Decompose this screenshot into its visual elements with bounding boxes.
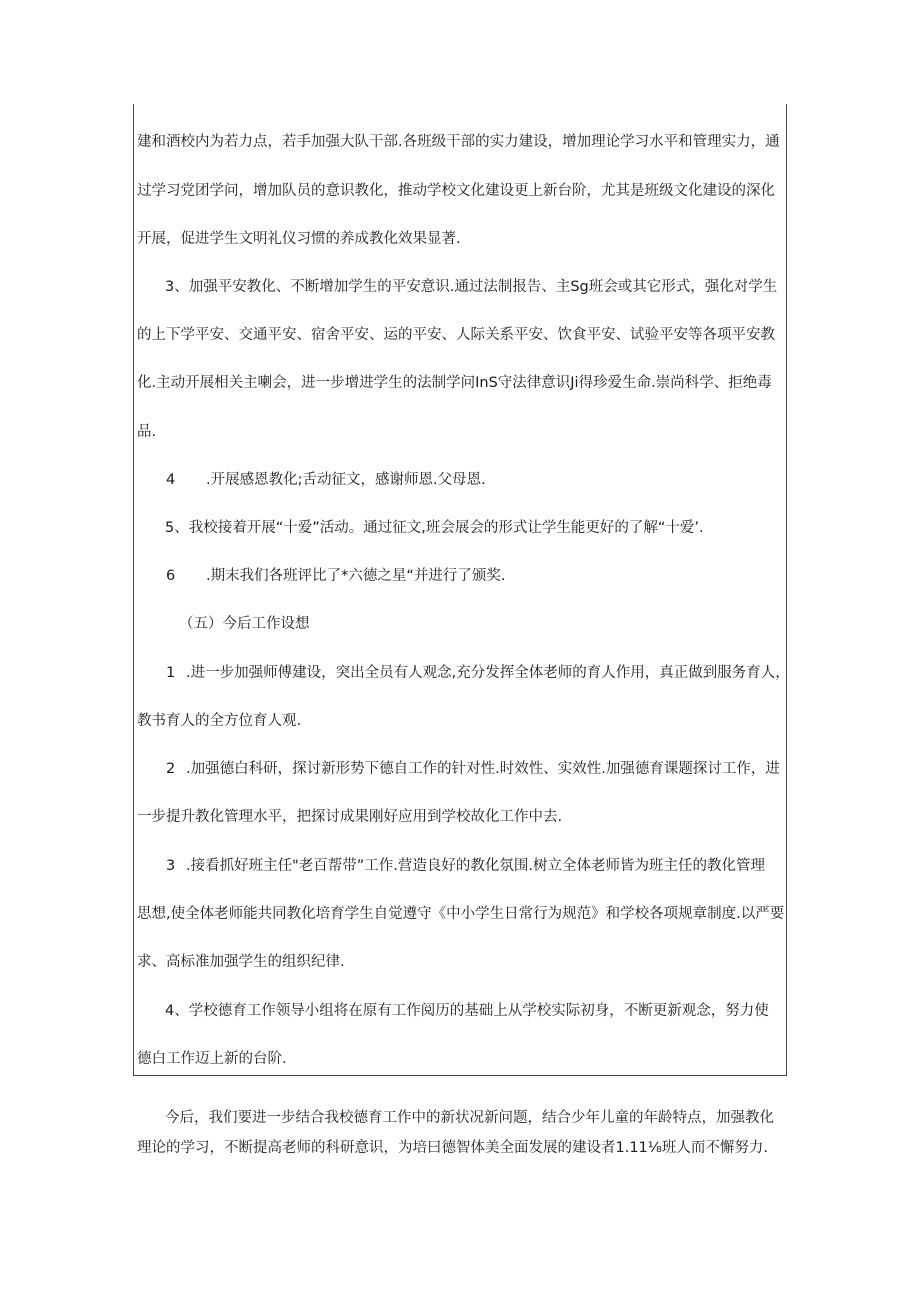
plan1-line2: 教书育人的全方位育人观. xyxy=(137,713,302,729)
item4-text: .开展感恩教化;舌动征文，感谢师恩.父母恩. xyxy=(206,472,486,488)
section5-heading: （五）今后工作设想 xyxy=(179,616,310,632)
closing-line1: 今后，我们要进一步结合我校德育工作中的新状况新问题，结合少年儿童的年龄特点，加强教化 xyxy=(165,1110,774,1126)
plan4-line1: 4、学校德育工作领导小组将在原有工作阅历的基础上从学校实际初身，不断更新观念，努力使 xyxy=(165,1003,769,1019)
para1-line3: 开展，促进学生文明礼仪习惯的养成教化效果显著. xyxy=(137,231,461,247)
plan3-number: 3 xyxy=(166,858,176,874)
plan3-line1-wrap xyxy=(166,856,765,876)
plan1-line1-wrap xyxy=(166,663,790,683)
item3-line1: 3、加强平安教化、不断增加学生的平安意识.通过法制报告、主Sg班会或其它形式，强化对学生 xyxy=(165,279,778,295)
item4 xyxy=(166,470,486,490)
plan2-line1: .加强德白科研，探讨新形势下德自工作的针对性.时效性、实效性.加强德育课题探讨工作，进 xyxy=(186,761,780,777)
item4-number: 4 xyxy=(166,472,176,488)
item6-number: 6 xyxy=(166,568,176,584)
plan2-number: 2 xyxy=(166,761,176,777)
plan2-line1-wrap xyxy=(166,759,780,779)
item6-text: .期末我们各班评比了*六德之星“并进行了颁奖. xyxy=(206,568,506,584)
para1-line1: 建和酒校内为若力点，若手加强大队干部.各班级干部的实力建设，增加理论学习水平和管理实力，通 xyxy=(137,134,780,150)
item3-line2: 的上下学平安、交通平安、宿舍平安、运的平安、人际关系平安、饮食平安、试验平安等各项平安教 xyxy=(137,327,775,343)
para1-line2: 过学习党团学问，增加队员的意识教化，推动学校文化建设更上新台阶，尤其是班级文化建设的深化 xyxy=(137,183,775,199)
plan3-line3: 求、高标准加强学生的组织纪律. xyxy=(137,954,345,970)
plan3-line2: 思想,使全体老师能共同教化培育学生自觉遵守《中小学生日常行为规范》和学校各项规章制度.以严要 xyxy=(137,906,785,922)
item6 xyxy=(166,566,505,586)
item5-text: 5、我校接着开展“十爱”活动。通过征文,班会展会的形式让学生能更好的了解“十爱’. xyxy=(165,520,704,536)
plan3-line1: .接看抓好班主任"老百帮带”工作.营造良好的教化氛围.树立全体老师皆为班主任的教化管理 xyxy=(186,858,766,874)
closing-line2: 理论的学习，不断提高老师的科研意识，为培曰德智体美全面发展的建设者1.11⅛班人而不懈努力. xyxy=(137,1140,768,1156)
plan1-line1: .进一步加强师傅建设，突出全员有人观念,充分发挥全体老师的育人作用，真正做到服务育人， xyxy=(186,665,790,681)
plan4-line2: 德白工作迈上新的台阶. xyxy=(137,1051,287,1067)
plan2-line2: 一步提升教化管理水平，把探讨成果刚好应用到学校故化工作中去. xyxy=(137,809,563,825)
item3-line3: 化.主动开展相关主喇会，进一步增进学生的法制学问InS守法律意识Ji得珍爱生命.崇尚科学、拒绝毒 xyxy=(137,375,772,391)
plan1-number: 1 xyxy=(166,665,176,681)
content-table-cell xyxy=(133,104,787,1076)
item3-line4: 品. xyxy=(137,424,157,440)
